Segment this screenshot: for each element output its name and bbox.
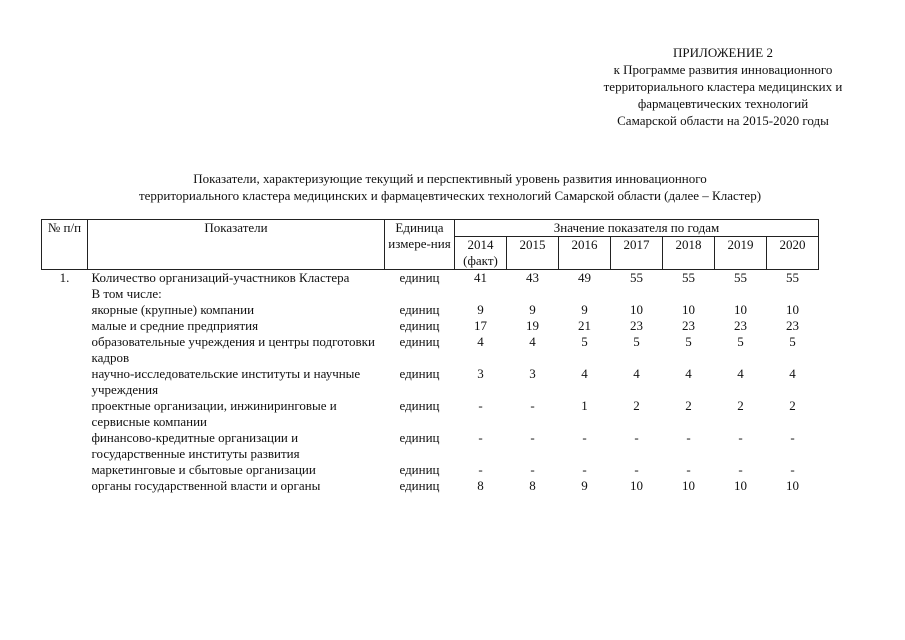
table-row (42, 366, 819, 398)
value-cell: 10 (734, 302, 747, 317)
row-number (42, 366, 88, 398)
value-cell: 21 (578, 318, 591, 333)
value-cell: 4 (789, 366, 796, 381)
row-number (42, 286, 88, 302)
value-cell: 49 (578, 270, 591, 285)
appendix-line: к Программе развития инновационного (613, 62, 833, 77)
value-cell: 10 (630, 302, 643, 317)
value-cell: 9 (581, 478, 588, 493)
unit-cell: единиц (399, 270, 440, 285)
value-cell: - (790, 430, 795, 445)
value-cell: 5 (737, 334, 744, 349)
header-values-group: Значение показателя по годам (455, 220, 819, 237)
indicator-name: проектные организации, инжиниринговые и сервисные компании (91, 398, 337, 429)
value-cell: 5 (685, 334, 692, 349)
value-cell: - (478, 398, 483, 413)
value-cell: 10 (786, 478, 799, 493)
unit-cell: единиц (399, 302, 440, 317)
value-cell: 2 (633, 398, 640, 413)
indicators-table (41, 219, 819, 494)
header-indicators: Показатели (88, 220, 385, 270)
value-cell: 5 (633, 334, 640, 349)
appendix-header (548, 44, 898, 129)
value-cell: 55 (630, 270, 643, 285)
value-cell: - (530, 430, 535, 445)
indicator-name: В том числе: (91, 286, 162, 301)
header-year: 2020 (767, 237, 819, 270)
row-number (42, 302, 88, 318)
row-number: 1. (59, 270, 70, 285)
value-cell (611, 286, 663, 302)
indicator-name: образовательные учреждения и центры подготовки кадров (91, 334, 375, 365)
row-number (42, 478, 88, 494)
value-cell: 4 (685, 366, 692, 381)
row-number (42, 334, 88, 366)
value-cell: 55 (682, 270, 695, 285)
value-cell: - (478, 430, 483, 445)
value-cell: 9 (529, 302, 536, 317)
indicator-name: малые и средние предприятия (91, 318, 259, 333)
value-cell: 10 (682, 478, 695, 493)
value-cell: 23 (786, 318, 799, 333)
table-row (42, 270, 819, 287)
value-cell: 4 (477, 334, 484, 349)
value-cell: 3 (477, 366, 484, 381)
indicator-name: маркетинговые и сбытовые организации (91, 462, 316, 477)
unit-cell: единиц (399, 398, 440, 413)
row-number (42, 462, 88, 478)
value-cell: 2 (789, 398, 796, 413)
value-cell: - (582, 430, 587, 445)
indicator-name: финансово-кредитные организации и государственные институты развития (91, 430, 300, 461)
value-cell (559, 286, 611, 302)
indicator-name: якорные (крупные) компании (91, 302, 255, 317)
value-cell: 4 (737, 366, 744, 381)
value-cell: 4 (581, 366, 588, 381)
value-cell (455, 286, 507, 302)
header-year: 2016 (559, 237, 611, 270)
value-cell: - (738, 430, 743, 445)
value-cell: 10 (734, 478, 747, 493)
value-cell: - (634, 462, 639, 477)
value-cell (715, 286, 767, 302)
value-cell: 10 (786, 302, 799, 317)
value-cell: 4 (529, 334, 536, 349)
unit-cell: единиц (399, 478, 440, 493)
table-row (42, 334, 819, 366)
indicator-name: органы государственной власти и органы (91, 478, 321, 493)
table-row (42, 286, 819, 302)
appendix-line: территориального кластера медицинских и (603, 79, 843, 94)
title-line: Показатели, характеризующие текущий и перспективный уровень развития инновационного (193, 171, 707, 186)
value-cell: 23 (734, 318, 747, 333)
header-number: № п/п (42, 220, 88, 270)
table-row (42, 462, 819, 478)
value-cell: 55 (786, 270, 799, 285)
table-row (42, 398, 819, 430)
value-cell: 9 (477, 302, 484, 317)
table-row (42, 430, 819, 462)
table-row (42, 318, 819, 334)
value-cell: 23 (630, 318, 643, 333)
value-cell: 8 (529, 478, 536, 493)
value-cell: - (634, 430, 639, 445)
value-cell: 43 (526, 270, 539, 285)
unit-cell (385, 286, 455, 302)
header-unit: Единица измере-ния (385, 220, 455, 270)
value-cell: - (738, 462, 743, 477)
header-year: 2014 (факт) (455, 237, 507, 270)
table-row (42, 302, 819, 318)
value-cell: 41 (474, 270, 487, 285)
value-cell: 3 (529, 366, 536, 381)
value-cell: 2 (737, 398, 744, 413)
header-year: 2019 (715, 237, 767, 270)
value-cell: - (790, 462, 795, 477)
table-row (42, 478, 819, 494)
header-year: 2017 (611, 237, 663, 270)
value-cell: - (478, 462, 483, 477)
unit-cell: единиц (399, 430, 440, 445)
value-cell: - (582, 462, 587, 477)
value-cell: - (686, 462, 691, 477)
value-cell: 5 (581, 334, 588, 349)
indicator-name: Количество организаций-участников Кластера (91, 270, 350, 285)
unit-cell: единиц (399, 334, 440, 349)
row-number (42, 318, 88, 334)
value-cell: 17 (474, 318, 487, 333)
value-cell (767, 286, 819, 302)
appendix-line: фармацевтических технологий (637, 96, 809, 111)
value-cell: 8 (477, 478, 484, 493)
value-cell (507, 286, 559, 302)
appendix-line: Самарской области на 2015-2020 годы (617, 113, 829, 128)
value-cell: 10 (682, 302, 695, 317)
value-cell: 4 (633, 366, 640, 381)
value-cell: 1 (581, 398, 588, 413)
unit-cell: единиц (399, 318, 440, 333)
value-cell (663, 286, 715, 302)
value-cell: 23 (682, 318, 695, 333)
table-header (42, 220, 819, 270)
value-cell: 10 (630, 478, 643, 493)
value-cell: 19 (526, 318, 539, 333)
row-number (42, 398, 88, 430)
value-cell: 55 (734, 270, 747, 285)
value-cell: - (686, 430, 691, 445)
unit-cell: единиц (399, 462, 440, 477)
value-cell: 5 (789, 334, 796, 349)
document-title (40, 170, 860, 204)
title-line: территориального кластера медицинских и фармацевтических технологий Самарской области (далее – Кластер) (138, 188, 762, 203)
value-cell: - (530, 462, 535, 477)
value-cell: - (530, 398, 535, 413)
unit-cell: единиц (399, 366, 440, 381)
table-body (42, 270, 819, 495)
appendix-line: ПРИЛОЖЕНИЕ 2 (673, 45, 773, 60)
value-cell: 2 (685, 398, 692, 413)
header-year: 2018 (663, 237, 715, 270)
value-cell: 9 (581, 302, 588, 317)
indicator-name: научно-исследовательские институты и научные учреждения (91, 366, 361, 397)
header-year: 2015 (507, 237, 559, 270)
row-number (42, 430, 88, 462)
